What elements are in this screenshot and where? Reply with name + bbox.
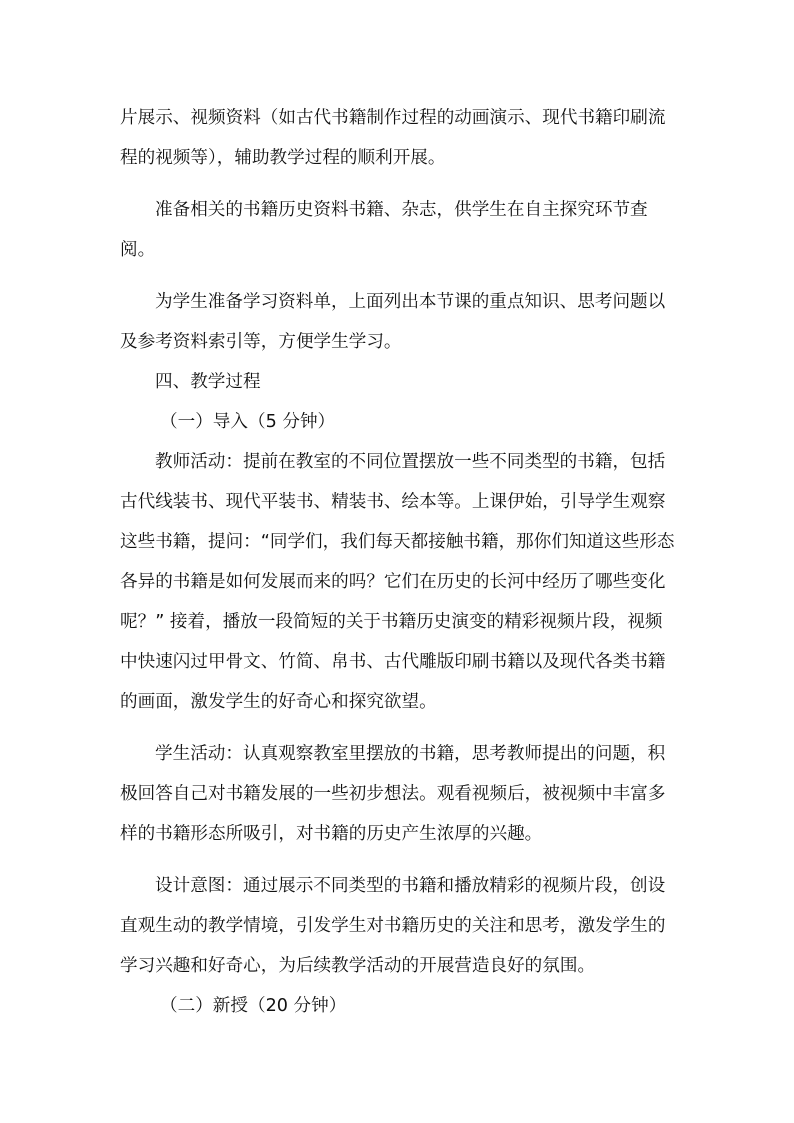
paragraph-reference-books: 准备相关的书籍历史资料书籍、杂志，供学生在自主探究环节查阅。 xyxy=(120,200,648,260)
subsection-heading-new-lesson: （二）新授（20 分钟） xyxy=(160,996,347,1016)
paragraph-student-activity: 学生活动：认真观察教室里摆放的书籍，思考教师提出的问题，积极回答自己对书籍发展的一些初步想法。观看视频后，被视频中丰富多样的书籍形态所吸引，对书籍的历史产生浓厚的兴趣。 xyxy=(120,744,666,844)
section-heading-teaching-process: 四、教学过程 xyxy=(155,372,261,392)
document-body xyxy=(120,98,680,1026)
paragraph-study-sheet: 为学生准备学习资料单，上面列出本节课的重点知识、思考问题以及参考资料索引等，方便学生学习。 xyxy=(120,292,666,352)
paragraph-materials-continued: 片展示、视频资料（如古代书籍制作过程的动画演示、现代书籍印刷流程的视频等），辅助教学过程的顺利开展。 xyxy=(120,108,666,168)
paragraph-teacher-activity: 教师活动：提前在教室的不同位置摆放一些不同类型的书籍，包括古代线装书、现代平装书、精装书、绘本等。上课伊始，引导学生观察这些书籍，提问：“同学们，我们每天都接触书籍，那你们知道这些形态各异的书籍是如何发展而来的吗？它们在历史的长河中经历了哪些变化呢？” 接着，播放一段简短的关于书籍历史演变的精彩视频片段，视频中快速闪过甲骨文、竹简、帛书、古代雕版印刷书籍以及现代各类书籍的画面，激发学生的好奇心和探究欲望。 xyxy=(120,452,675,712)
paragraph-design-intent: 设计意图：通过展示不同类型的书籍和播放精彩的视频片段，创设直观生动的教学情境，引发学生对书籍历史的关注和思考，激发学生的学习兴趣和好奇心，为后续教学活动的开展营造良好的氛围。 xyxy=(120,876,666,976)
subsection-heading-introduction: （一）导入（5 分钟） xyxy=(160,412,336,432)
